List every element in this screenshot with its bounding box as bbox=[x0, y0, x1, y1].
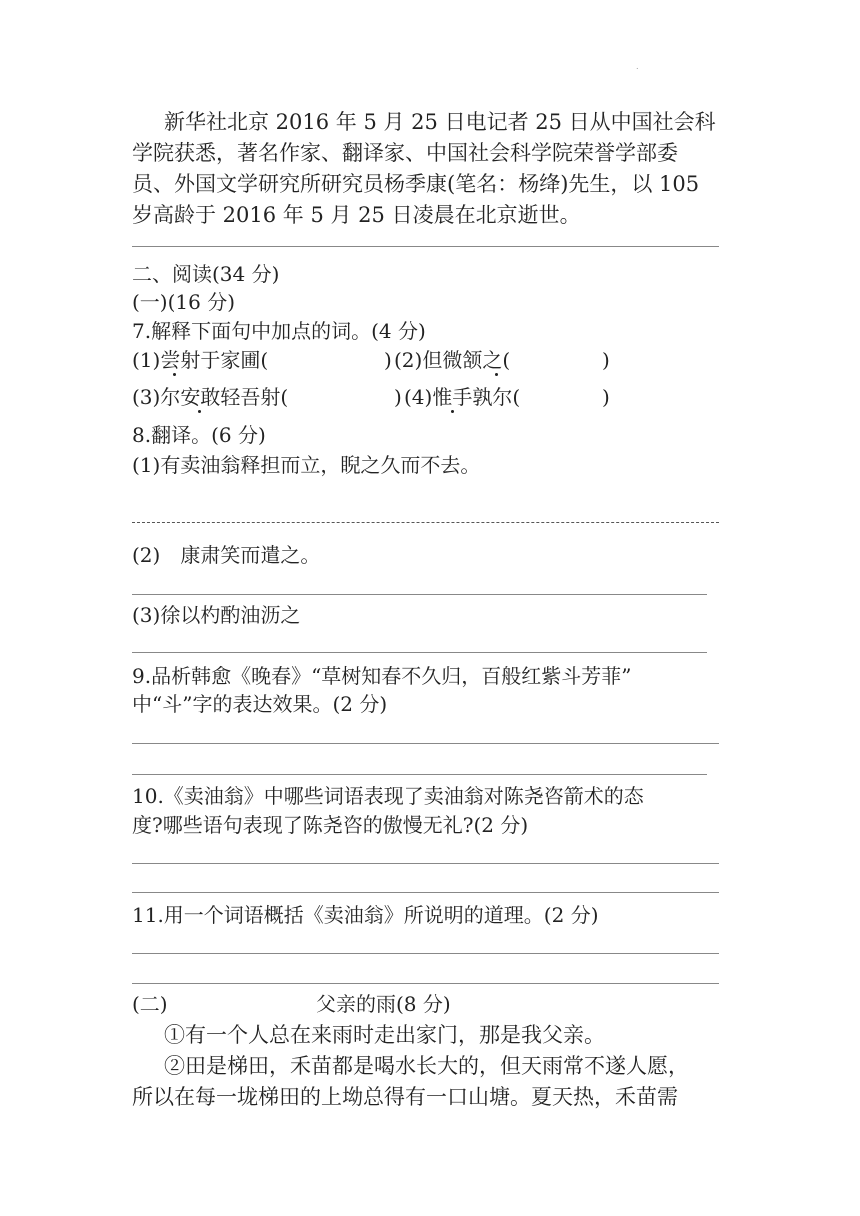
question-7-item-4-close: ) bbox=[602, 385, 610, 409]
answer-line bbox=[132, 774, 707, 775]
news-line-2: 学院获悉，著名作家、翻译家、中国社会科学院荣誉学部委 bbox=[132, 141, 678, 165]
section-heading: 二、阅读(34 分) bbox=[132, 262, 280, 286]
news-line-1: 新华社北京 2016 年 5 月 25 日电记者 25 日从中国社会科 bbox=[164, 110, 716, 134]
answer-line bbox=[132, 983, 719, 984]
question-7-item-3-close: ) bbox=[394, 385, 402, 409]
passage-paragraph-1: ①有一个人总在来雨时走出家门，那是我父亲。 bbox=[164, 1023, 605, 1047]
passage-paragraph-2-line-2: 所以在每一垅梯田的上坳总得有一口山塘。夏天热，禾苗需 bbox=[132, 1085, 678, 1109]
question-7-item-1-close: ) bbox=[384, 348, 392, 372]
question-8-sentence-1: (1)有卖油翁释担而立，睨之久而不去。 bbox=[132, 453, 481, 477]
question-9-line-1: 9.品析韩愈《晚春》“草树知春不久归，百般红紫斗芳菲” bbox=[132, 664, 632, 688]
question-7-item-3: (3)尔安敢轻吾射( bbox=[132, 385, 289, 409]
part-heading: (一)(16 分) bbox=[132, 290, 236, 314]
answer-line bbox=[132, 594, 707, 595]
question-10-line-2: 度?哪些语句表现了陈尧咨的傲慢无礼?(2 分) bbox=[132, 813, 529, 837]
answer-line bbox=[132, 892, 719, 893]
news-line-3: 员、外国文学研究所研究员杨季康(笔名：杨绛)先生，以 105 bbox=[132, 172, 700, 196]
answer-line bbox=[132, 743, 719, 744]
answer-line bbox=[132, 863, 719, 864]
answer-line bbox=[132, 652, 707, 653]
question-7-item-2-close: ) bbox=[602, 348, 610, 372]
answer-line bbox=[132, 246, 719, 247]
question-10-line-1: 10.《卖油翁》中哪些词语表现了卖油翁对陈尧咨箭术的态 bbox=[132, 784, 644, 808]
page-mark: . bbox=[636, 62, 639, 71]
news-line-4: 岁高龄于 2016 年 5 月 25 日凌晨在北京逝世。 bbox=[132, 203, 581, 227]
answer-line bbox=[132, 522, 719, 523]
question-7-item-2: (2)但微颔之( bbox=[394, 348, 511, 372]
passage-title: 父亲的雨(8 分) bbox=[316, 992, 451, 1016]
emphasis-dot bbox=[451, 410, 454, 413]
question-7-item-1: (1)尝射于家圃( bbox=[132, 348, 269, 372]
emphasis-dot bbox=[173, 373, 176, 376]
emphasis-dot bbox=[495, 373, 498, 376]
question-7-item-4: (4)惟手孰尔( bbox=[404, 385, 521, 409]
part-2-label: (二) bbox=[132, 992, 168, 1016]
emphasis-dot bbox=[198, 410, 201, 413]
passage-paragraph-2-line-1: ②田是梯田，禾苗都是喝水长大的，但天雨常不遂人愿， bbox=[164, 1054, 689, 1078]
question-8-title: 8.翻译。(6 分) bbox=[132, 423, 266, 447]
answer-line bbox=[132, 953, 719, 954]
question-11-line-1: 11.用一个词语概括《卖油翁》所说明的道理。(2 分) bbox=[132, 903, 599, 927]
question-9-line-2: 中“斗”字的表达效果。(2 分) bbox=[132, 692, 388, 716]
question-8-sentence-2: (2) 康肃笑而遣之。 bbox=[132, 543, 321, 567]
question-7-title: 7.解释下面句中加点的词。(4 分) bbox=[132, 319, 426, 343]
question-8-sentence-3: (3)徐以杓酌油沥之 bbox=[132, 603, 301, 627]
